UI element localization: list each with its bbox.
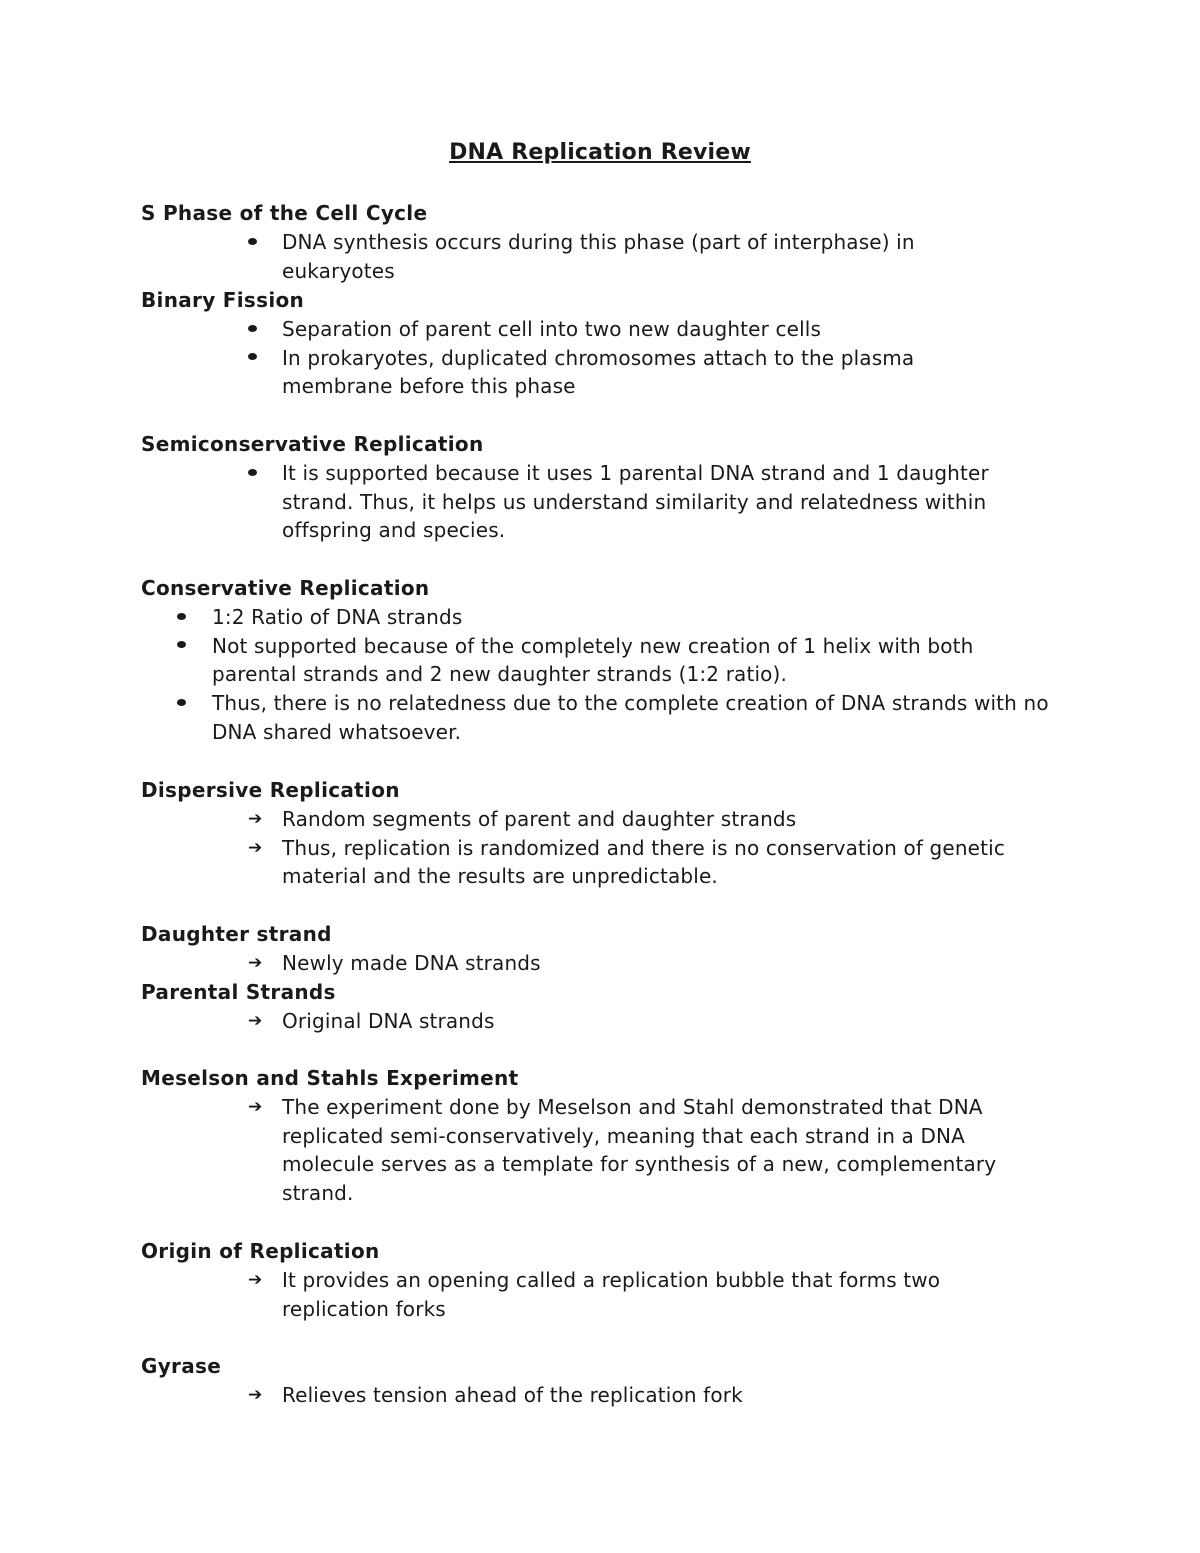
list-item xyxy=(141,1007,1061,1036)
arrow-right-icon: ➔ xyxy=(248,953,263,973)
section-gyrase xyxy=(141,1352,1061,1410)
bullet-list xyxy=(141,315,1061,401)
bullet-dot-icon xyxy=(177,603,186,632)
list-item-text: Thus, replication is randomized and there is no conservation of genetic material and the results are unpredictable. xyxy=(282,835,1005,889)
section-heading: Gyrase xyxy=(141,1354,222,1378)
section-heading: Parental Strands xyxy=(141,980,336,1004)
arrow-list xyxy=(141,805,1061,891)
list-item-text: Thus, there is no relatedness due to the complete creation of DNA strands with no DNA shared whatsoever. xyxy=(212,691,1049,744)
bullet-dot-icon xyxy=(248,459,257,488)
section-daughter-strand xyxy=(141,920,1061,978)
list-item-text: It is supported because it uses 1 parental DNA strand and 1 daughter strand. Thus, it helps us understand similarity and relatedness within offspring and species. xyxy=(282,461,989,543)
bullet-list xyxy=(141,228,1061,285)
list-item-text: The experiment done by Meselson and Stahl demonstrated that DNA replicated semi-conservatively, meaning that each strand in a DNA molecule serves as a template for synthesis of a new, complementary strand. xyxy=(282,1095,997,1206)
list-item xyxy=(141,315,1061,344)
bullet-dot-icon xyxy=(248,315,257,344)
list-item-text: Not supported because of the completely new creation of 1 helix with both parental strands and 2 new daughter strands (1:2 ratio). xyxy=(212,633,974,687)
arrow-list xyxy=(141,1007,1061,1036)
bullet-dot-icon xyxy=(248,344,257,373)
list-item xyxy=(141,632,1061,689)
bullet-list xyxy=(141,603,1061,747)
arrow-list xyxy=(141,1266,1061,1323)
list-item-text: Separation of parent cell into two new daughter cells xyxy=(282,317,822,341)
list-item-text: DNA synthesis occurs during this phase (part of interphase) in eukaryotes xyxy=(282,230,915,283)
list-item xyxy=(141,459,1061,545)
list-item-text: Relieves tension ahead of the replication fork xyxy=(282,1383,743,1407)
section-heading: Origin of Replication xyxy=(141,1239,380,1263)
section-dispersive-replication xyxy=(141,776,1061,891)
section-heading: Dispersive Replication xyxy=(141,778,400,802)
list-item xyxy=(141,689,1061,746)
bullet-dot-icon xyxy=(177,632,186,661)
arrow-right-icon: ➔ xyxy=(248,1011,263,1031)
arrow-right-icon: ➔ xyxy=(248,1385,263,1405)
list-item xyxy=(141,1093,1061,1208)
list-item-text: Newly made DNA strands xyxy=(282,951,541,975)
section-origin-of-replication xyxy=(141,1237,1061,1323)
arrow-right-icon: ➔ xyxy=(248,837,263,858)
list-item xyxy=(141,228,1061,285)
section-heading: Meselson and Stahls Experiment xyxy=(141,1066,519,1090)
list-item xyxy=(141,1266,1061,1323)
section-meselson-stahl-experiment xyxy=(141,1064,1061,1208)
section-heading: Semiconservative Replication xyxy=(141,432,484,456)
list-item-text: Random segments of parent and daughter strands xyxy=(282,807,797,831)
list-item-text: 1:2 Ratio of DNA strands xyxy=(212,605,463,629)
section-parental-strands xyxy=(141,978,1061,1036)
list-item xyxy=(141,805,1061,834)
arrow-right-icon: ➔ xyxy=(248,809,263,829)
section-heading: Daughter strand xyxy=(141,922,332,946)
bullet-list xyxy=(141,459,1061,545)
bullet-dot-icon xyxy=(177,689,186,718)
arrow-right-icon: ➔ xyxy=(248,1270,263,1290)
list-item-text: It provides an opening called a replication bubble that forms two replication forks xyxy=(282,1268,941,1321)
arrow-right-icon: ➔ xyxy=(248,1097,263,1117)
list-item xyxy=(141,949,1061,978)
section-s-phase xyxy=(141,199,1061,285)
section-semiconservative-replication xyxy=(141,430,1061,545)
section-binary-fission xyxy=(141,286,1061,401)
list-item xyxy=(141,603,1061,632)
section-conservative-replication xyxy=(141,574,1061,747)
section-heading: S Phase of the Cell Cycle xyxy=(141,201,428,225)
bullet-dot-icon xyxy=(248,228,257,257)
list-item xyxy=(141,344,1061,401)
arrow-list xyxy=(141,949,1061,978)
list-item xyxy=(141,1381,1061,1410)
section-heading: Binary Fission xyxy=(141,288,305,312)
arrow-list xyxy=(141,1093,1061,1208)
list-item xyxy=(141,834,1061,891)
list-item-text: In prokaryotes, duplicated chromosomes attach to the plasma membrane before this phase xyxy=(282,345,915,399)
arrow-list xyxy=(141,1381,1061,1410)
page-title: DNA Replication Review xyxy=(449,140,751,165)
section-heading: Conservative Replication xyxy=(141,576,430,600)
list-item-text: Original DNA strands xyxy=(282,1009,495,1033)
